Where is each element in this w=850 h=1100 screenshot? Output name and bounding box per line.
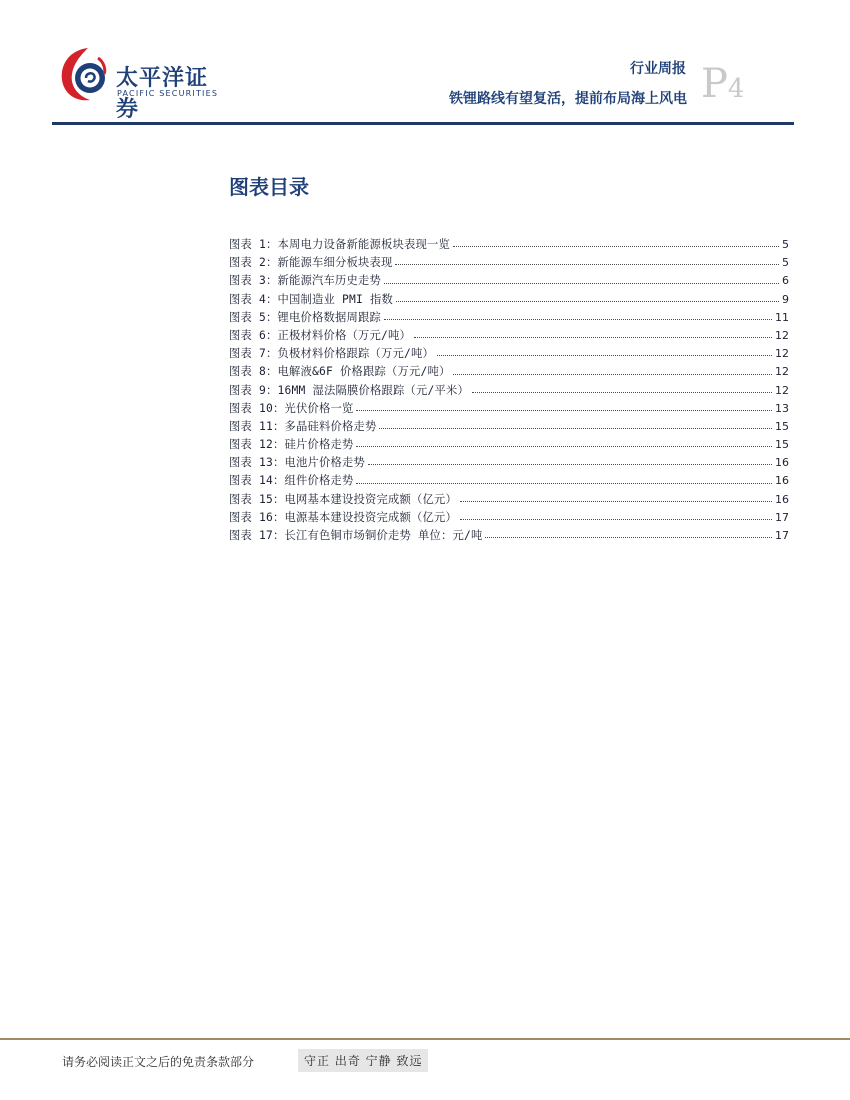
- toc-leader-dots: [460, 519, 772, 520]
- toc-item[interactable]: [229, 363, 789, 381]
- toc-item-page: 11: [775, 310, 789, 324]
- toc-item[interactable]: [229, 527, 789, 545]
- toc-item-label: 图表 8：电解液&6F 价格跟踪（万元/吨）: [229, 365, 451, 379]
- toc-item-label: 图表 6：正极材料价格（万元/吨）: [229, 328, 411, 342]
- toc-leader-dots: [395, 264, 779, 265]
- page-number: [701, 61, 745, 107]
- toc-item-page: 16: [775, 474, 789, 488]
- toc-item[interactable]: [229, 418, 789, 436]
- toc-item-label: 图表 16：电源基本建设投资完成额（亿元）: [229, 510, 457, 524]
- toc-heading: 图表目录: [229, 175, 309, 199]
- report-type: 行业周报: [630, 61, 686, 77]
- toc-item[interactable]: [229, 272, 789, 290]
- toc-item-page: 5: [782, 238, 789, 251]
- page-number-value: 4: [727, 74, 745, 104]
- toc-item-label: 图表 13：电池片价格走势: [229, 456, 365, 470]
- toc-item-label: 图表 7：负极材料价格跟踪（万元/吨）: [229, 347, 434, 361]
- logo-chinese-name: 太平洋证券: [116, 66, 209, 122]
- toc-leader-dots: [356, 410, 772, 411]
- company-logo: [58, 44, 228, 122]
- toc-leader-dots: [384, 319, 772, 320]
- toc-item[interactable]: [229, 291, 789, 309]
- toc-item-page: 5: [782, 256, 789, 270]
- toc-item-page: 16: [775, 492, 789, 506]
- toc-item-page: 9: [782, 292, 789, 306]
- toc-item[interactable]: [229, 472, 789, 490]
- toc-item-label: 图表 2：新能源车细分板块表现: [229, 256, 393, 270]
- footer-motto: 守正 出奇 宁静 致远: [298, 1049, 428, 1072]
- toc-item-page: 12: [775, 328, 789, 342]
- toc-leader-dots: [356, 446, 772, 447]
- toc-leader-dots: [472, 392, 772, 393]
- toc-item-label: 图表 17：长江有色铜市场铜价走势 单位：元/吨: [229, 529, 483, 542]
- toc-item-page: 13: [775, 401, 789, 415]
- toc-item[interactable]: [229, 454, 789, 472]
- toc-item[interactable]: [229, 509, 789, 527]
- toc-item[interactable]: [229, 327, 789, 345]
- footer-divider: [0, 1038, 850, 1040]
- toc-leader-dots: [368, 464, 772, 465]
- toc-item[interactable]: [229, 309, 789, 327]
- toc-item-page: 6: [782, 274, 789, 288]
- toc-item-label: 图表 9：16MM 湿法隔膜价格跟踪（元/平米）: [229, 383, 469, 397]
- toc-item[interactable]: [229, 254, 789, 272]
- toc-leader-dots: [396, 301, 779, 302]
- toc-item-label: 图表 1：本周电力设备新能源板块表现一览: [229, 238, 450, 251]
- pacific-securities-logo-icon: [58, 44, 112, 106]
- toc-leader-dots: [384, 283, 779, 284]
- toc-item-label: 图表 12：硅片价格走势: [229, 438, 354, 452]
- toc-list: [229, 236, 789, 545]
- toc-item-page: 17: [775, 529, 789, 542]
- toc-item-page: 16: [775, 456, 789, 470]
- toc-leader-dots: [356, 483, 772, 484]
- page-letter: P: [701, 61, 728, 107]
- toc-item-label: 图表 3：新能源汽车历史走势: [229, 274, 381, 288]
- header-divider: [52, 122, 794, 125]
- toc-leader-dots: [453, 374, 772, 375]
- toc-item[interactable]: [229, 436, 789, 454]
- toc-leader-dots: [460, 501, 772, 502]
- logo-english-name: PACIFIC SECURITIES: [117, 89, 219, 98]
- toc-item[interactable]: [229, 382, 789, 400]
- toc-item-page: 12: [775, 347, 789, 361]
- toc-item-page: 12: [775, 365, 789, 379]
- toc-item-label: 图表 5：锂电价格数据周跟踪: [229, 310, 381, 324]
- toc-item-page: 17: [775, 510, 789, 524]
- toc-item[interactable]: [229, 236, 789, 254]
- toc-item-page: 12: [775, 383, 789, 397]
- toc-leader-dots: [379, 428, 772, 429]
- toc-item[interactable]: [229, 400, 789, 418]
- toc-item-page: 15: [775, 419, 789, 433]
- toc-item-label: 图表 14：组件价格走势: [229, 474, 354, 488]
- toc-item-label: 图表 10：光伏价格一览: [229, 401, 354, 415]
- toc-leader-dots: [453, 246, 779, 247]
- toc-item-label: 图表 4：中国制造业 PMI 指数: [229, 292, 393, 306]
- toc-leader-dots: [414, 337, 772, 338]
- toc-item[interactable]: [229, 491, 789, 509]
- footer-disclaimer: 请务必阅读正文之后的免责条款部分: [62, 1055, 255, 1069]
- toc-leader-dots: [485, 537, 772, 538]
- report-title: 铁锂路线有望复活，提前布局海上风电: [449, 91, 687, 107]
- toc-item-page: 15: [775, 438, 789, 452]
- toc-item-label: 图表 11：多晶硅料价格走势: [229, 419, 377, 433]
- toc-item-label: 图表 15：电网基本建设投资完成额（亿元）: [229, 492, 457, 506]
- toc-leader-dots: [437, 355, 772, 356]
- toc-item[interactable]: [229, 345, 789, 363]
